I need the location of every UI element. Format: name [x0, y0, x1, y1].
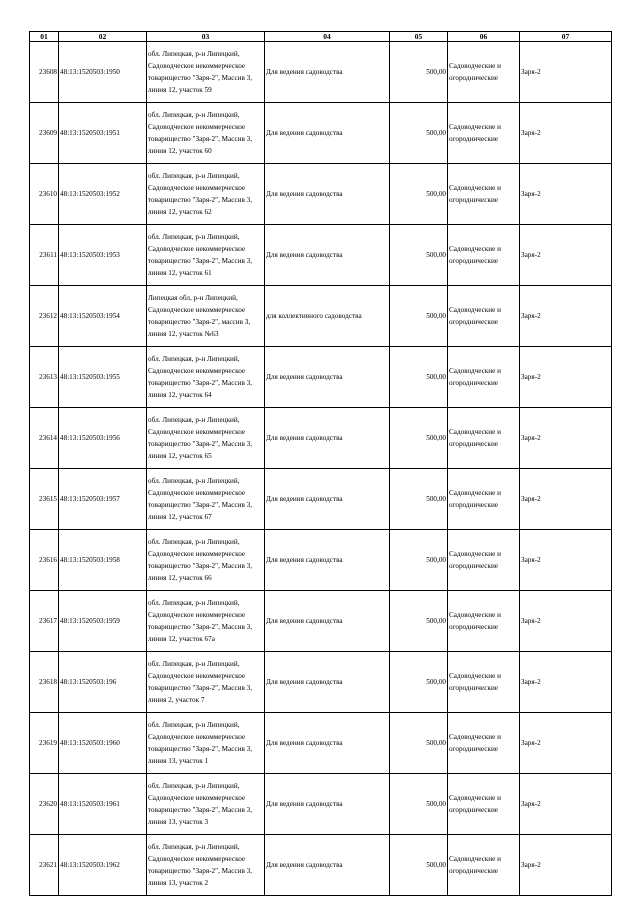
permitted-use-cell: Для ведения садоводства	[265, 652, 390, 713]
table-row	[30, 42, 612, 103]
partnership-name-cell: Заря-2	[520, 225, 612, 286]
plot-area-cell: 500,00	[390, 835, 448, 896]
row-number-cell: 23616	[30, 530, 59, 591]
permitted-use-cell: Для ведения садоводства	[265, 774, 390, 835]
permitted-use-cell: Для ведения садоводства	[265, 530, 390, 591]
row-number-cell: 23609	[30, 103, 59, 164]
permitted-use-cell: Для ведения садоводства	[265, 103, 390, 164]
table-row	[30, 774, 612, 835]
plot-area-cell: 500,00	[390, 530, 448, 591]
land-category-cell: Садоводческие и огороднические	[448, 408, 520, 469]
cadastral-number-cell: 48:13:1520503:1955	[59, 347, 147, 408]
table-row	[30, 347, 612, 408]
row-number-cell: 23620	[30, 774, 59, 835]
row-number-cell: 23618	[30, 652, 59, 713]
partnership-name-cell: Заря-2	[520, 469, 612, 530]
plot-area-cell: 500,00	[390, 42, 448, 103]
cadastral-number-cell: 48:13:1520503:1957	[59, 469, 147, 530]
table-row	[30, 652, 612, 713]
plot-address-cell: обл. Липецкая, р-н Липецкий, Садоводческое некоммерческое товарищество "Заря-2", Массив 3, линия 12, участок 65	[147, 408, 265, 469]
column-header: 07	[520, 32, 612, 42]
table-row	[30, 530, 612, 591]
header-row	[30, 32, 612, 42]
partnership-name-cell: Заря-2	[520, 42, 612, 103]
permitted-use-cell: Для ведения садоводства	[265, 469, 390, 530]
plot-address-cell: обл. Липецкая, р-н Липецкий, Садоводческое некоммерческое товарищество "Заря-2", Массив 3, линия 12, участок 67а	[147, 591, 265, 652]
partnership-name-cell: Заря-2	[520, 774, 612, 835]
table-row	[30, 408, 612, 469]
permitted-use-cell: Для ведения садоводства	[265, 713, 390, 774]
plot-address-cell: обл. Липецкая, р-н Липецкий, Садоводческое некоммерческое товарищество "Заря-2", Массив 3, линия 13, участок 1	[147, 713, 265, 774]
plot-area-cell: 500,00	[390, 713, 448, 774]
row-number-cell: 23611	[30, 225, 59, 286]
column-header: 03	[147, 32, 265, 42]
column-header: 02	[59, 32, 147, 42]
plot-address-cell: Липецкая обл, р-н Липецкий, Садоводческое некоммерческое товарищество "Заря-2", массив 3, линия 12, участок №63	[147, 286, 265, 347]
partnership-name-cell: Заря-2	[520, 347, 612, 408]
row-number-cell: 23612	[30, 286, 59, 347]
permitted-use-cell: Для ведения садоводства	[265, 347, 390, 408]
table-row	[30, 225, 612, 286]
land-category-cell: Садоводческие и огороднические	[448, 469, 520, 530]
plot-area-cell: 500,00	[390, 103, 448, 164]
plot-address-cell: обл. Липецкая, р-н Липецкий, Садоводческое некоммерческое товарищество "Заря-2", Массив 3, линия 12, участок 61	[147, 225, 265, 286]
partnership-name-cell: Заря-2	[520, 103, 612, 164]
column-header: 05	[390, 32, 448, 42]
permitted-use-cell: Для ведения садоводства	[265, 408, 390, 469]
plot-address-cell: обл. Липецкая, р-н Липецкий, Садоводческое некоммерческое товарищество "Заря-2", Массив 3, линия 12, участок 67	[147, 469, 265, 530]
plot-address-cell: обл. Липецкая, р-н Липецкий, Садоводческое некоммерческое товарищество "Заря-2", Массив 3, линия 12, участок 64	[147, 347, 265, 408]
row-number-cell: 23613	[30, 347, 59, 408]
plot-address-cell: обл. Липецкая, р-н Липецкий, Садоводческое некоммерческое товарищество "Заря-2", Массив 3, линия 12, участок 66	[147, 530, 265, 591]
column-header: 04	[265, 32, 390, 42]
plot-area-cell: 500,00	[390, 347, 448, 408]
table-row	[30, 286, 612, 347]
permitted-use-cell: Для ведения садоводства	[265, 225, 390, 286]
plot-address-cell: обл. Липецкая, р-н Липецкий, Садоводческое некоммерческое товарищество "Заря-2", Массив 3, линия 12, участок 59	[147, 42, 265, 103]
partnership-name-cell: Заря-2	[520, 408, 612, 469]
cadastral-number-cell: 48:13:1520503:1950	[59, 42, 147, 103]
cadastral-number-cell: 48:13:1520503:196	[59, 652, 147, 713]
cadastral-number-cell: 48:13:1520503:1952	[59, 164, 147, 225]
land-category-cell: Садоводческие и огороднические	[448, 225, 520, 286]
table-body	[30, 42, 612, 896]
land-category-cell: Садоводческие и огороднические	[448, 713, 520, 774]
land-category-cell: Садоводческие и огороднические	[448, 164, 520, 225]
permitted-use-cell: для коллективного садоводства	[265, 286, 390, 347]
plot-address-cell: обл. Липецкая, р-н Липецкий, Садоводческое некоммерческое товарищество "Заря-2", Массив 3, линия 13, участок 2	[147, 835, 265, 896]
permitted-use-cell: Для ведения садоводства	[265, 42, 390, 103]
table-row	[30, 713, 612, 774]
plot-area-cell: 500,00	[390, 408, 448, 469]
cadastral-number-cell: 48:13:1520503:1951	[59, 103, 147, 164]
plot-address-cell: обл. Липецкая, р-н Липецкий, Садоводческое некоммерческое товарищество "Заря-2", Массив 3, линия 2, участок 7	[147, 652, 265, 713]
cadastral-number-cell: 48:13:1520503:1961	[59, 774, 147, 835]
land-category-cell: Садоводческие и огороднические	[448, 42, 520, 103]
partnership-name-cell: Заря-2	[520, 286, 612, 347]
table-row	[30, 103, 612, 164]
row-number-cell: 23615	[30, 469, 59, 530]
plot-address-cell: обл. Липецкая, р-н Липецкий, Садоводческое некоммерческое товарищество "Заря-2", Массив 3, линия 13, участок 3	[147, 774, 265, 835]
plot-address-cell: обл. Липецкая, р-н Липецкий, Садоводческое некоммерческое товарищество "Заря-2", Массив 3, линия 12, участок 62	[147, 164, 265, 225]
table-row	[30, 469, 612, 530]
plot-area-cell: 500,00	[390, 225, 448, 286]
plot-area-cell: 500,00	[390, 469, 448, 530]
land-category-cell: Садоводческие и огороднические	[448, 652, 520, 713]
partnership-name-cell: Заря-2	[520, 164, 612, 225]
cadastral-registry-table	[29, 31, 612, 896]
cadastral-number-cell: 48:13:1520503:1958	[59, 530, 147, 591]
land-category-cell: Садоводческие и огороднические	[448, 530, 520, 591]
cadastral-number-cell: 48:13:1520503:1956	[59, 408, 147, 469]
row-number-cell: 23621	[30, 835, 59, 896]
row-number-cell: 23614	[30, 408, 59, 469]
land-category-cell: Садоводческие и огороднические	[448, 774, 520, 835]
row-number-cell: 23619	[30, 713, 59, 774]
plot-area-cell: 500,00	[390, 774, 448, 835]
partnership-name-cell: Заря-2	[520, 713, 612, 774]
cadastral-number-cell: 48:13:1520503:1959	[59, 591, 147, 652]
partnership-name-cell: Заря-2	[520, 530, 612, 591]
plot-address-cell: обл. Липецкая, р-н Липецкий, Садоводческое некоммерческое товарищество "Заря-2", Массив 3, линия 12, участок 60	[147, 103, 265, 164]
cadastral-number-cell: 48:13:1520503:1953	[59, 225, 147, 286]
partnership-name-cell: Заря-2	[520, 835, 612, 896]
land-category-cell: Садоводческие и огороднические	[448, 103, 520, 164]
row-number-cell: 23617	[30, 591, 59, 652]
land-category-cell: Садоводческие и огороднические	[448, 591, 520, 652]
row-number-cell: 23610	[30, 164, 59, 225]
cadastral-number-cell: 48:13:1520503:1960	[59, 713, 147, 774]
plot-area-cell: 500,00	[390, 591, 448, 652]
permitted-use-cell: Для ведения садоводства	[265, 591, 390, 652]
permitted-use-cell: Для ведения садоводства	[265, 835, 390, 896]
land-category-cell: Садоводческие и огороднические	[448, 835, 520, 896]
table-row	[30, 835, 612, 896]
table-row	[30, 164, 612, 225]
table-row	[30, 591, 612, 652]
cadastral-number-cell: 48:13:1520503:1962	[59, 835, 147, 896]
column-header: 06	[448, 32, 520, 42]
plot-area-cell: 500,00	[390, 164, 448, 225]
plot-area-cell: 500,00	[390, 652, 448, 713]
land-category-cell: Садоводческие и огороднические	[448, 347, 520, 408]
partnership-name-cell: Заря-2	[520, 652, 612, 713]
land-category-cell: Садоводческие и огороднические	[448, 286, 520, 347]
permitted-use-cell: Для ведения садоводства	[265, 164, 390, 225]
column-header: 01	[30, 32, 59, 42]
partnership-name-cell: Заря-2	[520, 591, 612, 652]
plot-area-cell: 500,00	[390, 286, 448, 347]
row-number-cell: 23608	[30, 42, 59, 103]
cadastral-number-cell: 48:13:1520503:1954	[59, 286, 147, 347]
